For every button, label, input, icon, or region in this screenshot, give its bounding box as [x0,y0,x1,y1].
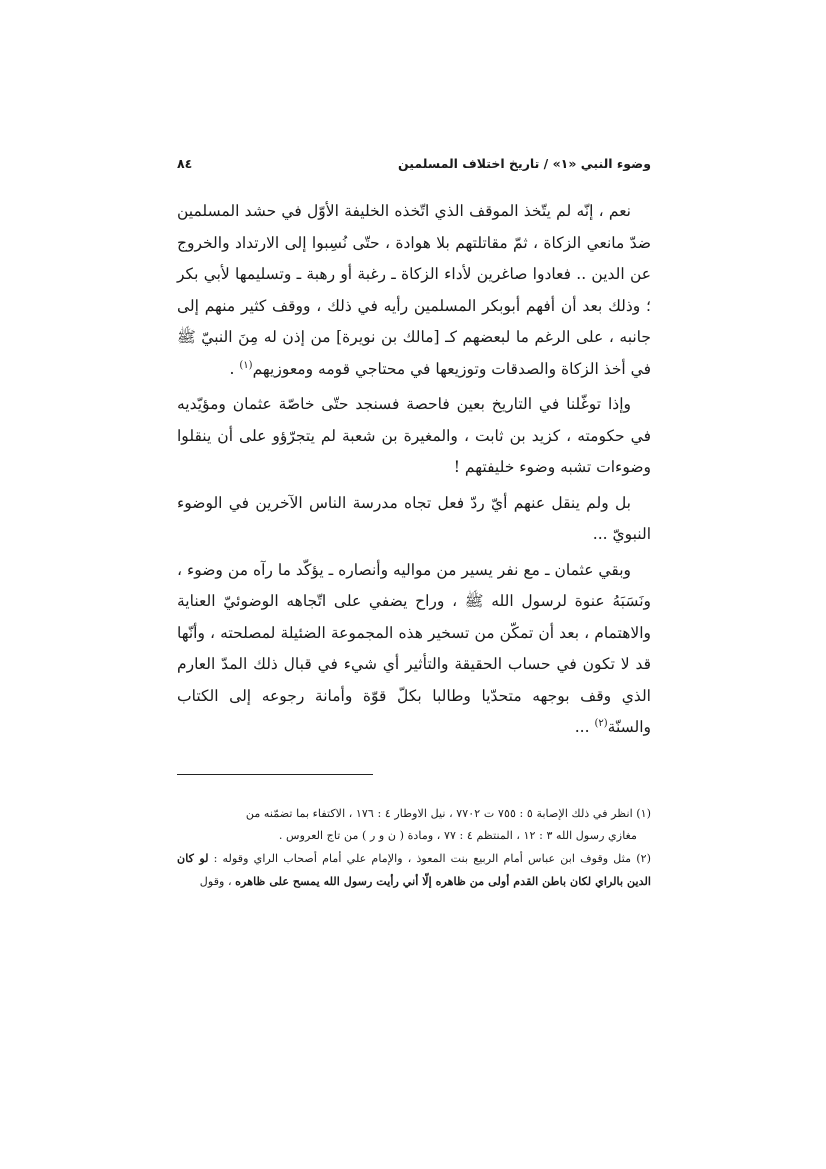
footnote-2 [177,847,651,893]
footnote-ref-1: (١) [239,359,253,371]
footnote-1-line-1: (١) انظر في ذلك الإصابة ٥ : ٧٥٥ ت ٧٧٠٢ ، نيل الاوطار ٤ : ١٧٦ ، الاكتفاء بما تضمّنه من [245,806,651,820]
paragraph-1-text: نعم ، إنّه لم يتّخذ الموقف الذي اتّخذه الخليفة الأوّل في حشد المسلمين ضدّ مانعي الزكاة ، ثمّ مقاتلتهم بلا هوادة ، حتّى نُسِبوا إلى الارتداد والخروج عن الدين .. فعادوا صاغرين لأداء الزكاة ـ رغبة أو رهبة ـ وتسليمها لأبي بكر ؛ وذلك بعد أن أفهم أبوبكر المسلمين رأيه في ذلك ، ووقف كثير منهم إلى جانبه ، على الرغم ما لبعضهم كـ [مالك بن نويرة] من إذن له مِنَ النبيّ ﷺ في أخذ الزكاة والصدقات وتوزيعها في محتاجي قومه ومعوزيهم [177,202,651,378]
main-text [177,196,651,744]
paragraph-4 [177,555,651,744]
paragraph-2: وإذا توغّلنا في التاريخ بعين فاحصة فسنجد حتّى خاصّة عثمان ومؤيّديه في حكومته ، كزيد بن ثابت ، والمغيرة بن شعبة لم يتجرّؤو على أن ينقلوا وضوءات تشبه وضوء خليفتهم ! [177,395,651,476]
paragraph-4-text: وبقي عثمان ـ مع نفر يسير من مواليه وأنصاره ـ يؤكّد ما رآه من وضوء ، ونَسَبَهُ عنوة لرسول الله ﷺ ، وراح يضفي على اتّجاهه الوضوئيّ العناية والاهتمام ، بعد أن تمكّن من تسخير هذه المجموعة الضئيلة لمصلحته ، وأنّها قد لا تكون في حساب الحقيقة والتأثير أي شيء في قبال ذلك المدّ العارم الذي وقف بوجهه متحدّيا وطالبا بكلّ قوّة وأمانة رجوعه إلى الكتاب والسنّة [177,560,651,736]
footnote-2-end: ، وقول [199,874,236,888]
paragraph-1-end: . [229,359,240,378]
book-page [177,150,651,893]
footnotes [177,803,651,893]
footnote-2-quote: لو كان الدين بالراي لكان باطن القدم أولى من ظاهره إلّا أني رأيت رسول الله يمسح على ظاهره [177,850,651,888]
footnote-1-line-2: مغازي رسول الله ٣ : ١٢ ، المنتظم ٤ : ٧٧ ، ومادة ( ن و ر ) من تاج العروس . [278,828,637,842]
footnote-ref-2: (٢) [594,717,608,729]
footnote-divider [177,774,373,775]
paragraph-1 [177,196,651,385]
running-header [177,150,651,176]
paragraph-3: بل ولم ينقل عنهم أيّ ردّ فعل تجاه مدرسة الناس الآخرين في الوضوء النبويّ ... [177,493,651,543]
header-title: وضوء النبي «١» / تاريخ اختلاف المسلمين [398,156,651,171]
page-number: ٨٤ [177,156,193,171]
footnote-2-text: (٢) مثل وقوف ابن عباس أمام الربيع بنت المعوذ ، والإمام علي أمام أصحاب الراي وقوله : [208,851,651,865]
paragraph-4-end: ... [574,718,595,736]
